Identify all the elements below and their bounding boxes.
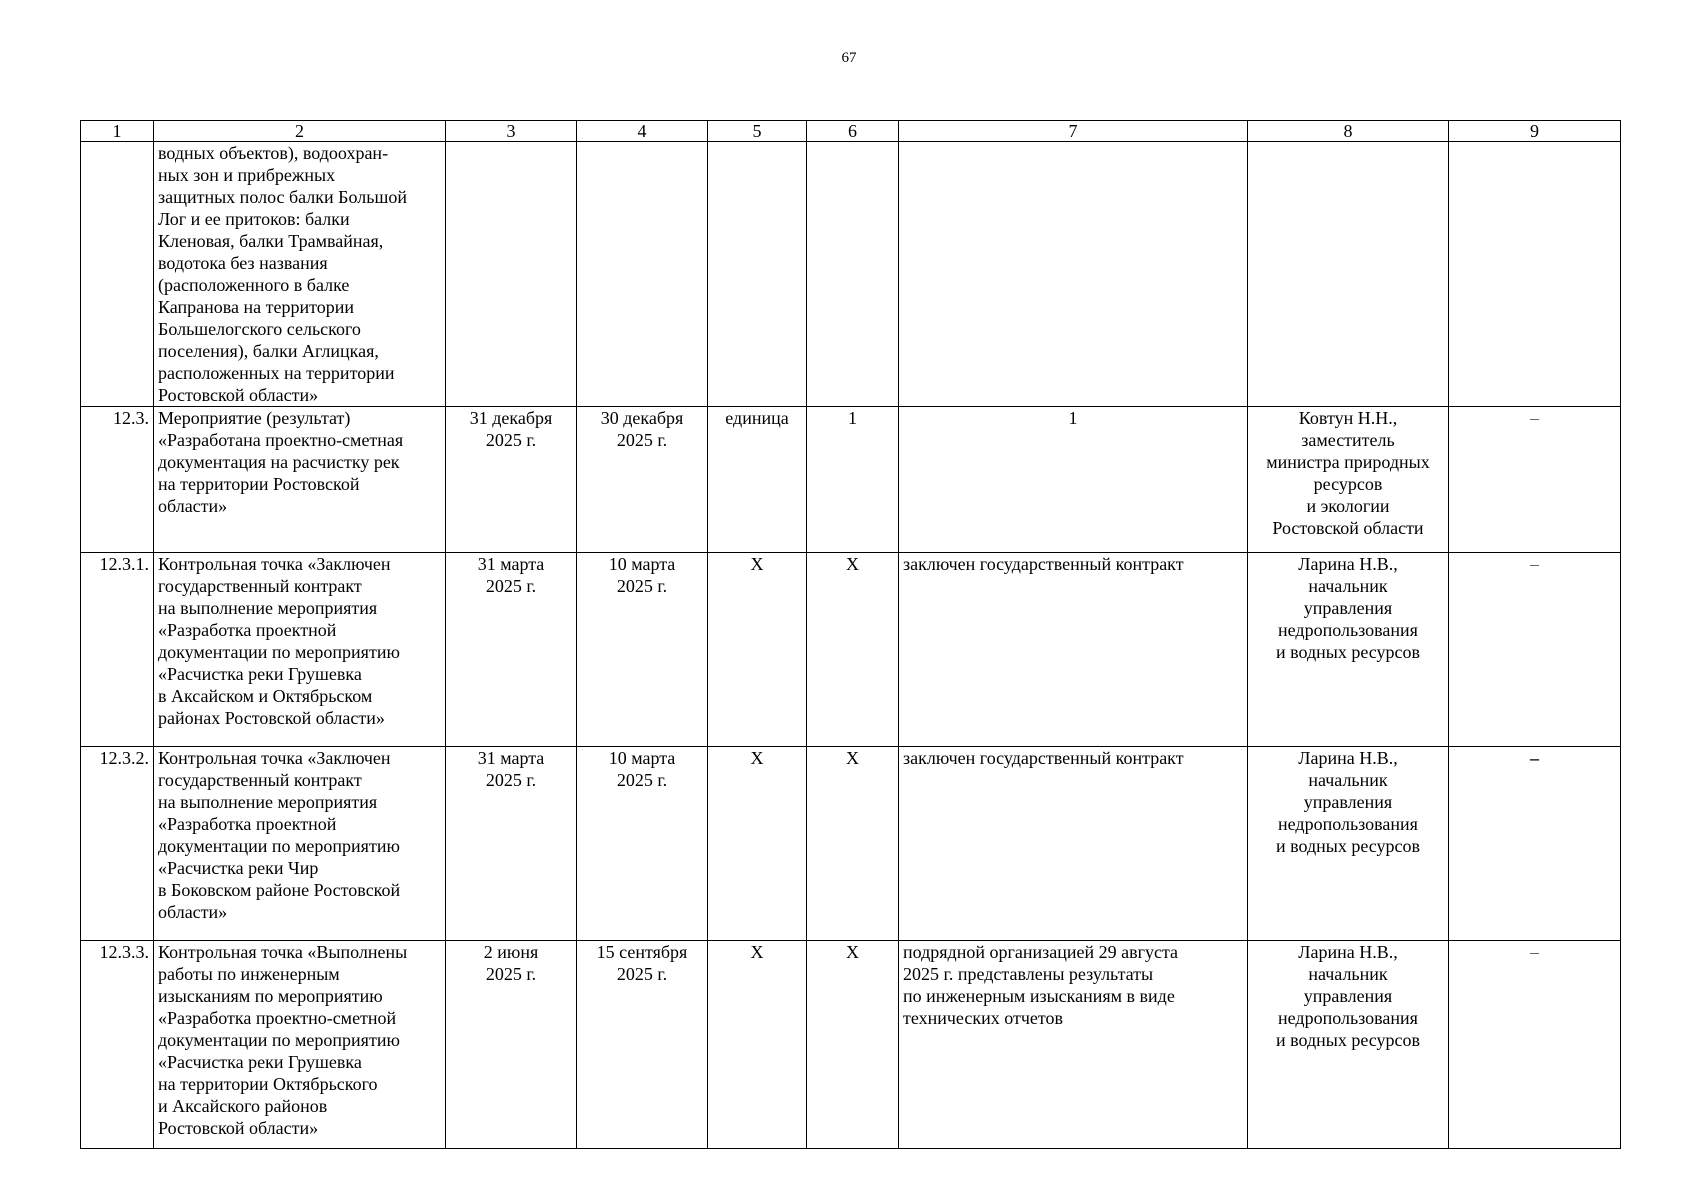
fact-date: 15 сентября 2025 г. [577,941,708,1149]
plan-date: 31 марта 2025 г. [446,747,577,941]
plan-value: X [807,553,899,747]
plan-value: X [807,747,899,941]
plan-value: 1 [807,407,899,553]
unit [708,142,807,407]
note [1449,142,1621,407]
table-row [81,142,1621,407]
fact-value: заключен государственный контракт [899,747,1248,941]
column-header: 4 [577,121,708,142]
unit: X [708,747,807,941]
plan-date: 2 июня 2025 г. [446,941,577,1149]
note: – [1449,941,1621,1149]
fact-date: 10 марта 2025 г. [577,747,708,941]
unit: единица [708,407,807,553]
fact-date: 10 марта 2025 г. [577,553,708,747]
plan-value: X [807,941,899,1149]
fact-date [577,142,708,407]
note: – [1449,553,1621,747]
page-number: 67 [841,50,857,66]
responsible: Ларина Н.В., начальник управления недропользования и водных ресурсов [1248,553,1449,747]
responsible [1248,142,1449,407]
column-header: 8 [1248,121,1449,142]
row-number [81,142,154,407]
row-number: 12.3.2. [81,747,154,941]
note: – [1449,407,1621,553]
unit: X [708,941,807,1149]
plan-value [807,142,899,407]
measure-name: Контрольная точка «Заключен государственный контракт на выполнение мероприятия «Разработка проектной документации по мероприятию «Расчистка реки Чир в Боковском районе Ростовской области» [154,747,446,941]
plan-date: 31 марта 2025 г. [446,553,577,747]
fact-value: подрядной организацией 29 августа 2025 г. представлены результаты по инженерным изысканиям в виде технических отчетов [899,941,1248,1149]
fact-value [899,142,1248,407]
column-header: 9 [1449,121,1621,142]
table-row [81,941,1621,1149]
row-number: 12.3.1. [81,553,154,747]
measure-name: водных объектов), водоохран- ных зон и прибрежных защитных полос балки Большой Лог и ее притоков: балки Кленовая, балки Трамвайная, водотока без названия (расположенного в балке Капранова на территории Большелогского сельского поселения), балки Аглицкая, расположенных на территории Ростовской области» [154,142,446,407]
plan-date [446,142,577,407]
measures-table [80,120,1621,1149]
measure-name: Мероприятие (результат) «Разработана проектно-сметная документация на расчистку рек на территории Ростовской области» [154,407,446,553]
fact-date: 30 декабря 2025 г. [577,407,708,553]
table-row [81,553,1621,747]
column-header: 5 [708,121,807,142]
note: – [1449,747,1621,941]
column-header: 2 [154,121,446,142]
row-number: 12.3.3. [81,941,154,1149]
responsible: Ларина Н.В., начальник управления недропользования и водных ресурсов [1248,747,1449,941]
fact-value: заключен государственный контракт [899,553,1248,747]
measure-name: Контрольная точка «Выполнены работы по инженерным изысканиям по мероприятию «Разработка проектно-сметной документации по мероприятию «Расчистка реки Грушевка на территории Октябрьского и Аксайского районов Ростовской области» [154,941,446,1149]
fact-value: 1 [899,407,1248,553]
column-number-row [81,121,1621,142]
responsible: Ковтун Н.Н., заместитель министра природных ресурсов и экологии Ростовской области [1248,407,1449,553]
table-row [81,407,1621,553]
plan-date: 31 декабря 2025 г. [446,407,577,553]
table-row [81,747,1621,941]
column-header: 7 [899,121,1248,142]
column-header: 1 [81,121,154,142]
unit: X [708,553,807,747]
row-number: 12.3. [81,407,154,553]
column-header: 3 [446,121,577,142]
column-header: 6 [807,121,899,142]
measure-name: Контрольная точка «Заключен государственный контракт на выполнение мероприятия «Разработка проектной документации по мероприятию «Расчистка реки Грушевка в Аксайском и Октябрьском районах Ростовской области» [154,553,446,747]
responsible: Ларина Н.В., начальник управления недропользования и водных ресурсов [1248,941,1449,1149]
